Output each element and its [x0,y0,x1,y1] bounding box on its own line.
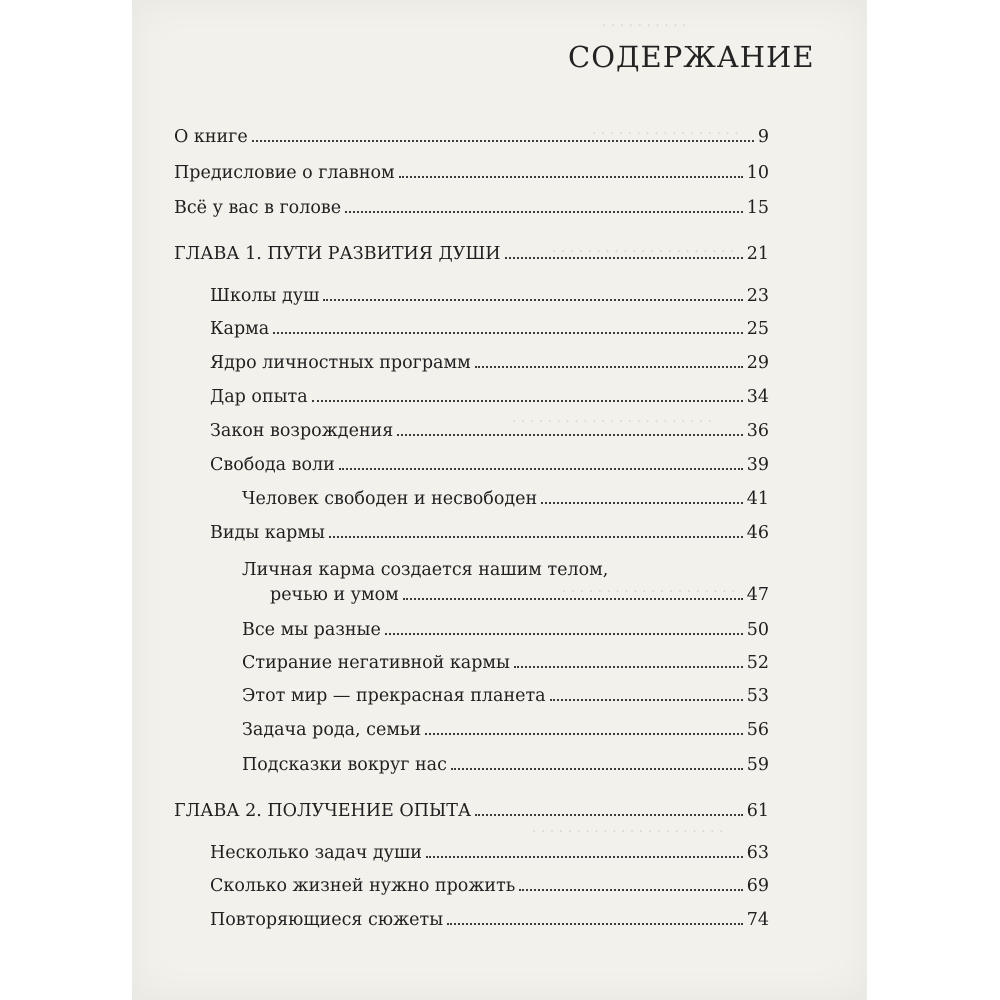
toc-entry-title: Стирание негативной кармы [242,653,510,673]
toc-page-number: 74 [746,910,769,930]
toc-entry-title: речью и умом [270,585,399,605]
toc-page-number: 59 [746,755,769,775]
toc-entry-title: Человек свободен и несвободен [242,489,538,509]
toc-entry-title: Ядро личностных программ [210,353,471,373]
toc-entry[interactable] [242,755,769,785]
toc-entry-title: Сколько жизней нужно прожить [210,876,516,896]
toc-leader-dots [451,756,743,770]
toc-entry-title: Карма [210,319,270,339]
toc-leader-dots [312,388,743,402]
toc-entry[interactable] [174,163,769,193]
toc-entry[interactable] [242,653,769,683]
toc-page-number: 47 [746,585,769,605]
toc-page-number: 21 [746,244,769,264]
toc-leader-dots [345,199,743,213]
toc-page-number: 34 [746,387,769,407]
toc-page-number: 69 [746,876,769,896]
toc-leader-dots [323,287,742,301]
toc-leader-dots [252,128,754,142]
toc-entry-title: Свобода воли [210,455,335,475]
toc-page-number: 25 [746,319,769,339]
toc-leader-dots [550,687,743,701]
toc-entry[interactable] [242,620,769,650]
toc-page-number: 50 [746,620,769,640]
toc-page-number: 52 [746,653,769,673]
toc-page-number: 46 [746,523,769,543]
toc-entry-title: Закон возрождения [210,421,394,441]
toc-entry-title: Всё у вас в голове [174,198,342,218]
toc-page-number: 23 [746,286,769,306]
toc-entry[interactable] [210,523,769,553]
toc-leader-dots [273,320,742,334]
toc-entry[interactable] [210,353,769,383]
toc-page-number: 41 [746,489,769,509]
toc-leader-dots [475,354,743,368]
toc-leader-dots [514,654,743,668]
toc-entry-title: Повторяющиеся сюжеты [210,910,444,930]
toc-entry[interactable] [210,876,769,906]
toc-entry[interactable] [174,127,769,157]
toc-entry[interactable] [210,387,769,417]
toc-leader-dots [505,245,743,259]
toc-page-number: 15 [746,198,769,218]
toc-entry[interactable] [210,455,769,485]
toc-leader-dots [397,422,742,436]
toc-entry-title: О книге [174,127,248,147]
toc-entry[interactable] [174,198,769,228]
toc-leader-dots [339,456,743,470]
toc-leader-dots [447,911,743,925]
toc-entry[interactable] [210,319,769,349]
toc-leader-dots [426,844,743,858]
toc-entry-title: Этот мир — прекрасная планета [242,686,546,706]
toc-page-number: 61 [746,801,769,821]
toc-entry[interactable] [210,421,769,451]
toc-entry[interactable] [210,286,769,316]
toc-leader-dots [475,802,743,816]
toc-page-number: 10 [746,163,769,183]
page-title: СОДЕРЖАНИЕ [568,40,815,74]
toc-entry[interactable] [210,910,769,940]
toc-leader-dots [541,490,743,504]
toc-entry-title: Виды кармы [210,523,325,543]
toc-leader-dots [425,721,743,735]
toc-page-number: 53 [746,686,769,706]
toc-chapter-heading[interactable] [174,801,769,831]
bleed-through-text: . . . . . . . . . . . . . . . . . [592,122,739,138]
toc-leader-dots [399,164,743,178]
toc-page-number: 36 [746,421,769,441]
toc-entry[interactable] [242,489,769,519]
bleed-through-text: . . . . . . . . . . . . . . . . . . . . . . . [512,410,713,426]
toc-entry[interactable] [270,585,769,615]
toc-entry-title: Школы душ [210,286,320,306]
book-page [132,0,867,1000]
toc-page-number: 29 [746,353,769,373]
toc-entry[interactable] [210,843,769,873]
toc-entry-title: Задача рода, семьи [242,720,422,740]
toc-entry-title: ГЛАВА 2. ПОЛУЧЕНИЕ ОПЫТА [174,801,472,821]
toc-entry[interactable] [242,720,769,750]
toc-chapter-heading[interactable] [174,244,769,274]
bleed-through-text: . . . . . . . . . . [602,14,687,30]
toc-leader-dots [385,621,743,635]
toc-page-number: 9 [757,127,769,147]
bleed-through-text: . . . . . . . . . . . . . . . . . . . . . . [532,820,724,836]
toc-entry-title: Несколько задач души [210,843,422,863]
toc-leader-dots [403,586,743,600]
toc-entry-title: Дар опыта [210,387,308,407]
toc-entry[interactable] [242,686,769,716]
bleed-through-text: . . . . . . . . . . . . . . . . . . . . [562,580,736,596]
toc-entry-title: ГЛАВА 1. ПУТИ РАЗВИТИЯ ДУШИ [174,244,501,264]
toc-entry-title: Подсказки вокруг нас [242,755,447,775]
toc-leader-dots [519,877,742,891]
toc-entry-title: Все мы разные [242,620,381,640]
toc-entry-title-line[interactable]: Личная карма создается нашим телом, [242,560,609,580]
toc-entry-title: Предисловие о главном [174,163,395,183]
bleed-through-text: . . . . . . . . . . . . . . . . . . . . . [552,240,735,256]
toc-leader-dots [329,524,743,538]
toc-page-number: 56 [746,720,769,740]
toc-page-number: 63 [746,843,769,863]
toc-page-number: 39 [746,455,769,475]
